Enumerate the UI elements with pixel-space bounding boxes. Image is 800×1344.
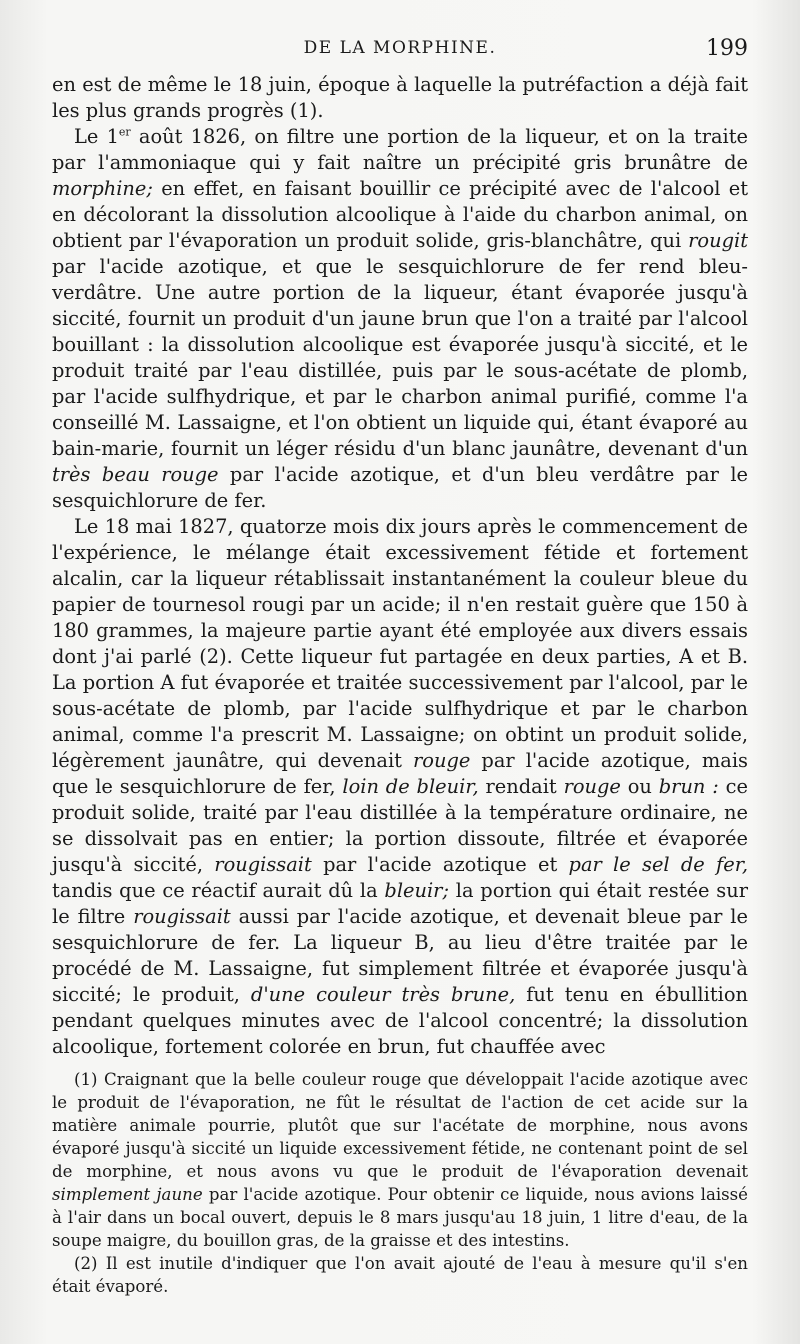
main-text [52, 72, 748, 1060]
italic-text: rougit [688, 229, 748, 252]
superscript: er [118, 125, 131, 139]
italic-text: d'une couleur très brune, [250, 983, 516, 1006]
italic-text: rouge [563, 775, 621, 798]
italic-text: rouge [413, 749, 471, 772]
footnote-1: (1) Craignant que la belle couleur rouge que développait l'acide azotique avec le produit de l'évaporation, ne fût le résultat de l'action de cet acide sur la matière animale pourrie, plutôt que sur l'acétate de morphine, nous avons évaporé jusqu'à siccité un liquide excessivement fétide, ne contenant point de sel de morphine, et nous avons vu que le produit de l'évaporation devenait simplement jaune par l'acide azotique. Pour obtenir ce liquide, nous avions laissé à l'air dans un bocal ouvert, depuis le 8 mars jusqu'au 18 juin, 1 litre d'eau, de la soupe maigre, du bouillon gras, de la graisse et des intestins. [52, 1070, 748, 1250]
italic-text: morphine; [52, 177, 153, 200]
footnote-2: (2) Il est inutile d'indiquer que l'on avait ajouté de l'eau à mesure qu'il s'en était évaporé. [52, 1254, 748, 1296]
italic-text: par le sel de fer, [568, 853, 748, 876]
italic-text: rougissait [214, 853, 312, 876]
page-header [52, 36, 748, 66]
footnotes [52, 1068, 748, 1298]
italic-text: très beau rouge [52, 463, 219, 486]
italic-text: brun : [658, 775, 719, 798]
italic-text: rougissait [133, 905, 231, 928]
paragraph-3: Le 18 mai 1827, quatorze mois dix jours après le commencement de l'expérience, le mélange était excessivement fétide et fortement alcalin, car la liqueur rétablissait instantanément la couleur bleue du papier de tournesol rougi par un acide; il n'en restait guère que 150 à 180 grammes, la majeure partie ayant été employée aux divers essais dont j'ai parlé (2). Cette liqueur fut partagée en deux parties, A et B. La portion A fut évaporée et traitée successivement par l'alcool, par le sous-acétate de plomb, par l'acide sulfhydrique et par le charbon animal, comme l'a prescrit M. Lassaigne; on obtint un produit solide, légèrement jaunâtre, qui devenait rouge par l'acide azotique, mais que le sesquichlorure de fer, loin de bleuir, rendait rouge ou brun : ce produit solide, traité par l'eau distillée à la température ordinaire, ne se dissolvait pas en entier; la portion dissoute, filtrée et évaporée jusqu'à siccité, rougissait par l'acide azotique et par le sel de fer, tandis que ce réactif aurait dû la bleuir; la portion qui était restée sur le filtre rougissait aussi par l'acide azotique, et devenait bleue par le sesquichlorure de fer. La liqueur B, au lieu d'être traitée par le procédé de M. Lassaigne, fut simplement filtrée et évaporée jusqu'à siccité; le produit, d'une couleur très brune, fut tenu en ébullition pendant quelques minutes avec de l'alcool concentré; la dissolution alcoolique, fortement colorée en brun, fut chauffée avec [52, 515, 749, 1058]
running-title: DE LA MORPHINE. [303, 38, 497, 58]
paragraph-1: en est de même le 18 juin, époque à laquelle la putréfaction a déjà fait les plus grands progrès (1). [52, 73, 748, 122]
italic-text: loin de bleuir, [342, 775, 479, 798]
page-number: 199 [706, 36, 748, 61]
italic-text: simplement jaune [52, 1185, 203, 1204]
paragraph-2: Le 1er août 1826, on filtre une portion de la liqueur, et on la traite par l'ammoniaque qui y fait naître un précipité gris brunâtre de morphine; en effet, en faisant bouillir ce précipité avec de l'alcool et en décolorant la dissolution alcoolique à l'aide du charbon animal, on obtient par l'évaporation un produit solide, gris-blanchâtre, qui rougit par l'acide azotique, et que le sesquichlorure de fer rend bleu-verdâtre. Une autre portion de la liqueur, étant évaporée jusqu'à siccité, fournit un produit d'un jaune brun que l'on a traité par l'alcool bouillant : la dissolution alcoolique est évaporée jusqu'à siccité, et le produit traité par l'eau distillée, puis par le sous-acétate de plomb, par l'acide sulfhydrique, et par le charbon animal purifié, comme l'a conseillé M. Lassaigne, et l'on obtient un liquide qui, étant évaporé au bain-marie, fournit un léger résidu d'un blanc jaunâtre, devenant d'un très beau rouge par l'acide azotique, et d'un bleu verdâtre par le sesquichlorure de fer. [52, 125, 749, 512]
italic-text: bleuir; [384, 879, 449, 902]
